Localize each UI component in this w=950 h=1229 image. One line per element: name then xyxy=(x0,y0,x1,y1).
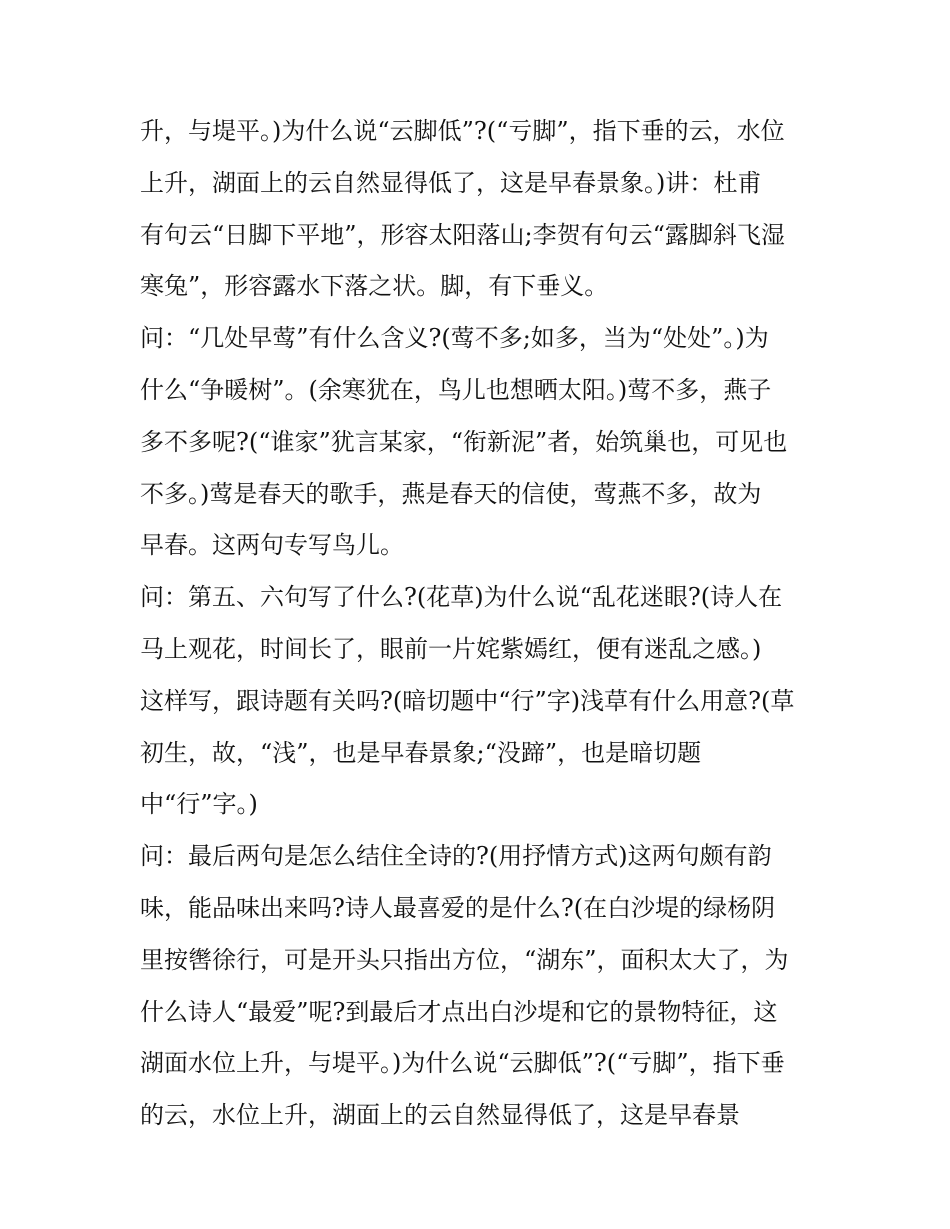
text-line: 中“行”字。) xyxy=(140,790,258,819)
text-line: 初生，故，“浅”，也是早春景象;“没蹄”，也是暗切题 xyxy=(140,738,702,767)
text-line: 早春。这两句专写鸟儿。 xyxy=(140,531,404,560)
text-line: 上升，湖面上的云自然显得低了，这是早春景象。)讲：杜甫 xyxy=(140,168,762,197)
text-line: 有句云“日脚下平地”，形容太阳落山;李贺有句云“露脚斜飞湿 xyxy=(140,220,785,249)
text-line: 马上观花，时间长了，眼前一片姹紫嫣红，便有迷乱之感。) xyxy=(140,634,762,663)
text-line: 的云，水位上升，湖面上的云自然显得低了，这是早春景 xyxy=(140,1101,740,1130)
body-text xyxy=(140,106,820,1142)
text-line: 什么诗人“最爱”呢?到最后才点出白沙堤和它的景物特征，这 xyxy=(140,997,778,1026)
text-line: 问：第五、六句写了什么?(花草)为什么说“乱花迷眼?(诗人在 xyxy=(140,583,783,612)
text-line: 升，与堤平。)为什么说“云脚低”?(“亏脚”，指下垂的云，水位 xyxy=(140,117,785,145)
text-line: 问：最后两句是怎么结住全诗的?(用抒情方式)这两句颇有韵 xyxy=(140,842,772,871)
text-line: 问：“几处早莺”有什么含义?(莺不多;如多，当为“处处”。)为 xyxy=(140,324,769,353)
text-line: 里按辔徐行，可是开头只指出方位，“湖东”，面积太大了，为 xyxy=(140,945,789,974)
text-line: 什么“争暖树”。(余寒犹在，鸟儿也想晒太阳。)莺不多，燕子 xyxy=(140,375,772,404)
text-line: 湖面水位上升，与堤平。)为什么说“云脚低”?(“亏脚”，指下垂 xyxy=(140,1049,785,1078)
text-line: 多不多呢?(“谁家”犹言某家，“衔新泥”者，始筑巢也，可见也 xyxy=(140,427,788,456)
text-line: 不多。)莺是春天的歌手，燕是春天的信使，莺燕不多，故为 xyxy=(140,479,762,508)
text-line: 寒兔”，形容露水下落之状。脚，有下垂义。 xyxy=(140,272,609,301)
text-line: 味，能品味出来吗?诗人最喜爱的是什么?(在白沙堤的绿杨阴 xyxy=(140,893,776,922)
text-line: 这样写，跟诗题有关吗?(暗切题中“行”字)浅草有什么用意?(草 xyxy=(140,686,795,715)
